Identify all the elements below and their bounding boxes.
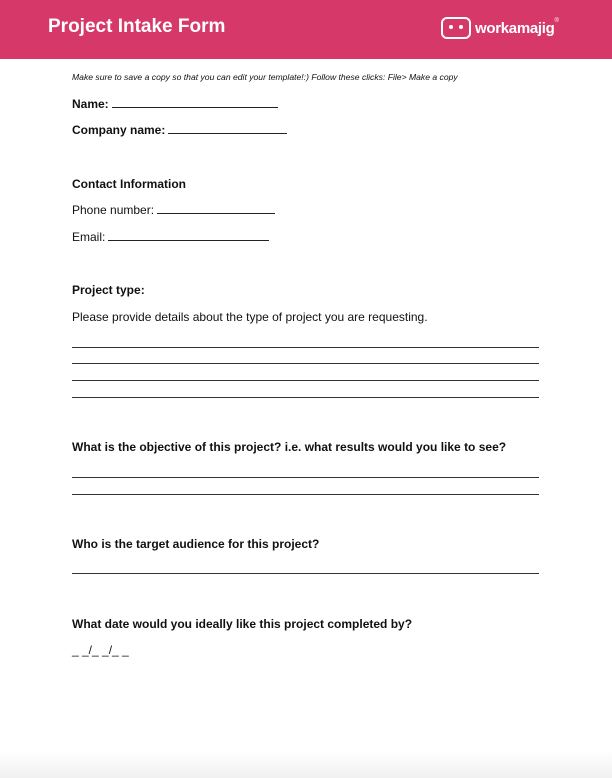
- project-type-answer-line[interactable]: [72, 347, 539, 348]
- company-field: [72, 123, 287, 137]
- robot-face-icon: [441, 17, 471, 39]
- email-label: Email:: [72, 230, 106, 244]
- objective-answer-line[interactable]: [72, 494, 539, 495]
- email-field: [72, 230, 269, 244]
- name-field: [72, 97, 278, 111]
- header-bar: [0, 0, 612, 59]
- page-title: Project Intake Form: [48, 16, 226, 37]
- copy-instruction: Make sure to save a copy so that you can edit your template!:) Follow these clicks: File> Make a copy: [72, 72, 458, 82]
- audience-question: Who is the target audience for this project?: [72, 537, 320, 551]
- project-type-prompt: Please provide details about the type of project you are requesting.: [72, 310, 428, 324]
- name-blank[interactable]: [112, 97, 278, 108]
- project-type-answer-line[interactable]: [72, 397, 539, 398]
- objective-answer-line[interactable]: [72, 477, 539, 478]
- company-label: Company name:: [72, 123, 166, 137]
- page-bottom-shade: [0, 750, 612, 778]
- project-type-answer-line[interactable]: [72, 380, 539, 381]
- phone-blank[interactable]: [157, 203, 275, 214]
- date-question: What date would you ideally like this project completed by?: [72, 617, 413, 631]
- phone-field: [72, 203, 275, 217]
- contact-heading: Contact Information: [72, 177, 186, 191]
- objective-question: What is the objective of this project? i.e. what results would you like to see?: [72, 440, 507, 454]
- date-placeholder[interactable]: _ _/_ _/_ _: [72, 643, 129, 657]
- company-blank[interactable]: [168, 123, 287, 134]
- project-type-answer-line[interactable]: [72, 363, 539, 364]
- project-type-label: Project type:: [72, 283, 145, 297]
- brand-name: workamajig®: [475, 17, 559, 37]
- workamajig-logo: [441, 14, 559, 42]
- name-label: Name:: [72, 97, 109, 111]
- phone-label: Phone number:: [72, 203, 155, 217]
- email-blank[interactable]: [108, 230, 269, 241]
- audience-answer-line[interactable]: [72, 573, 539, 574]
